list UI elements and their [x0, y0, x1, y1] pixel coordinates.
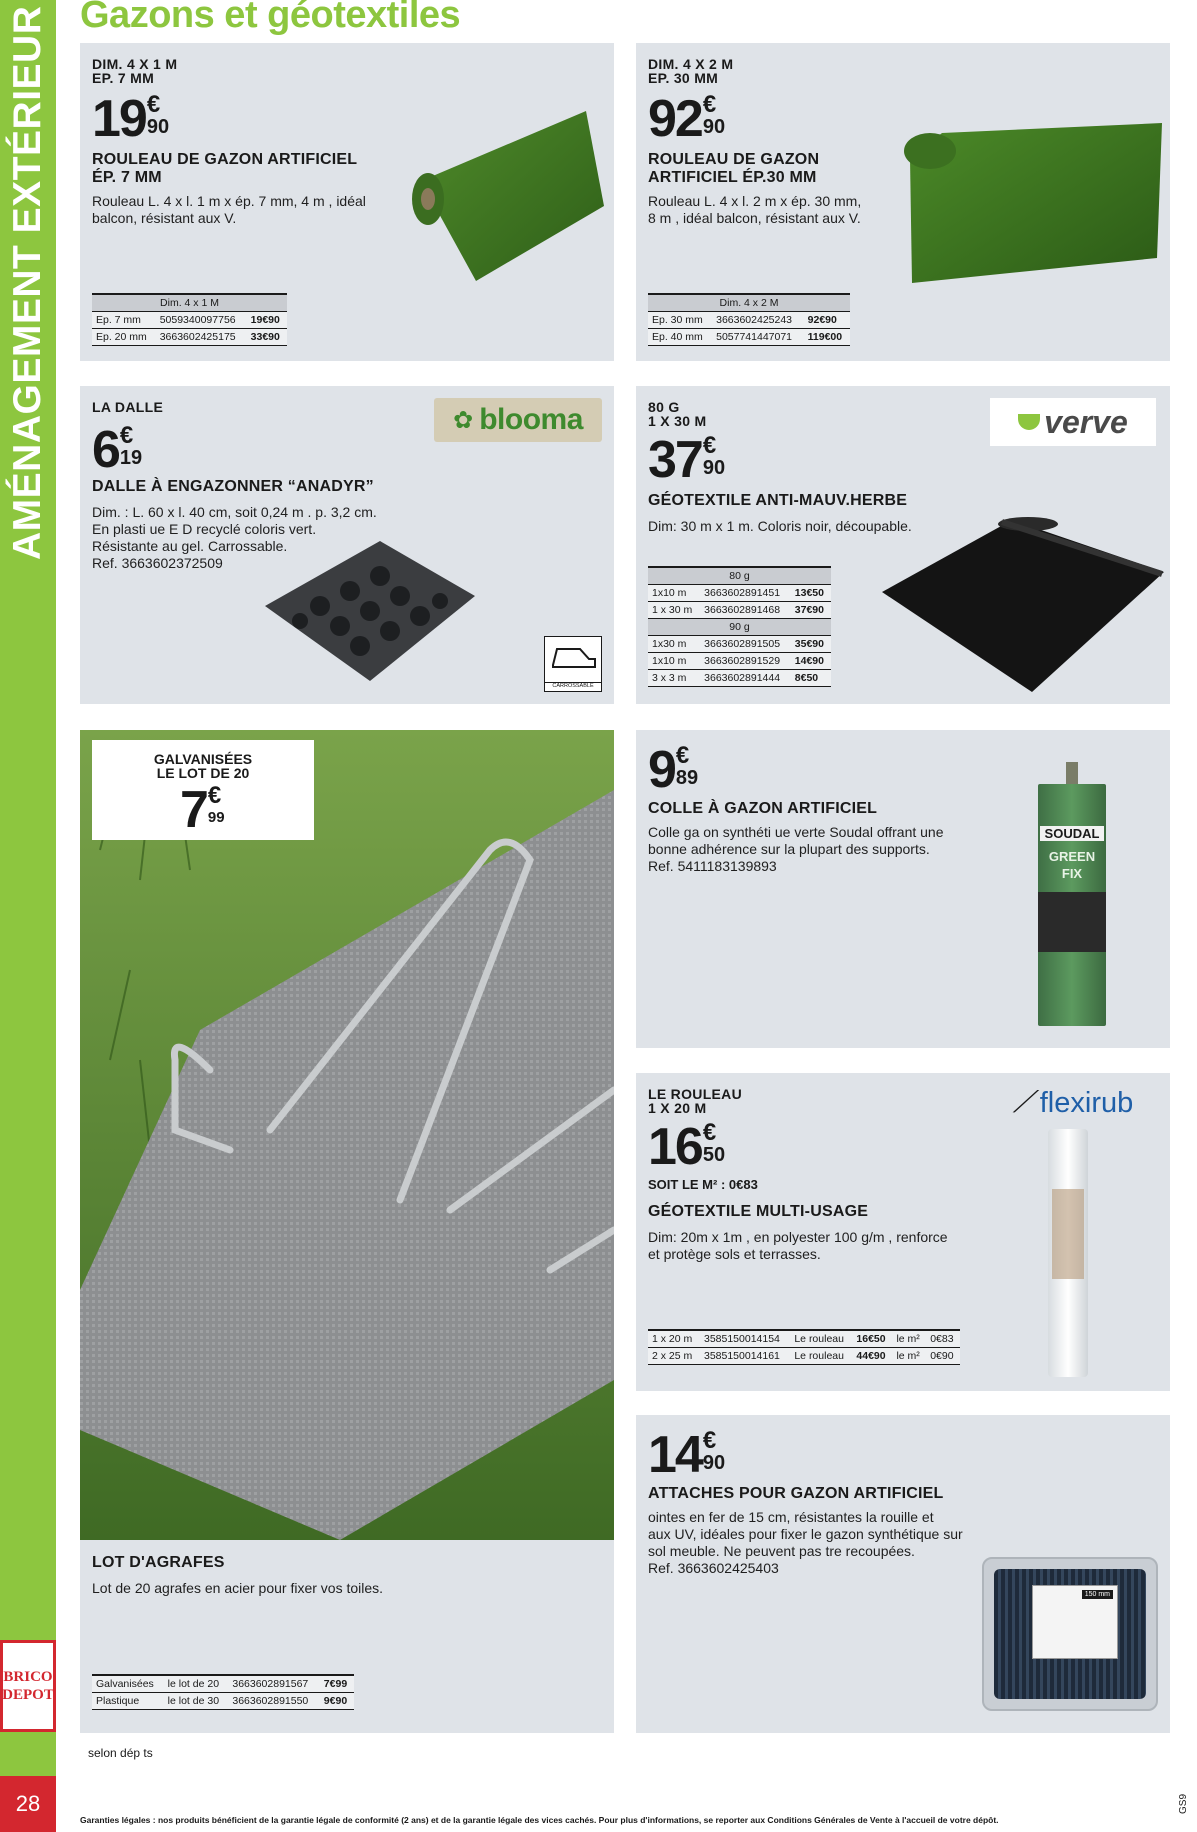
- leaf-icon: [1018, 414, 1040, 430]
- staples-pack-image: 150 mm: [982, 1557, 1158, 1711]
- card-turf-7mm: [80, 43, 614, 361]
- card-geotextile-anti: [636, 386, 1170, 704]
- product-description: ointes en fer de 15 cm, résistantes la rouille et aux UV, idéales pour fixer le gazon synthétique sur sol meuble. Ne peuvent pas tre recoupées. Ref. 3663602425403: [648, 1509, 963, 1576]
- product-description: Rouleau L. 4 x l. 2 m x ép. 30 mm, 8 m , idéal balcon, résistant aux V.: [648, 193, 862, 226]
- table-row: 3 x 3 m 3663602891444 8€50: [648, 670, 831, 687]
- product-description: Dim: 20m x 1m , en polyester 100 g/m , renforce et protège sols et terrasses.: [648, 1229, 948, 1262]
- product-description: Dim. : L. 60 x l. 40 cm, soit 0,24 m . p. 3,2 cm. En plasti ue E D recyclé coloris vert. Résistante au gel. Carrossable. Ref. 3663602372509: [92, 504, 377, 571]
- availability-note: selon dép ts: [88, 1746, 153, 1760]
- product-title: ROULEAU DE GAZON ARTIFICIEL ÉP. 7 MM: [92, 151, 358, 186]
- verve-logo: verve: [990, 398, 1156, 446]
- brand-line1: BRICO: [3, 1669, 53, 1685]
- page-code: GS9: [1178, 1793, 1189, 1814]
- brand-logo: [0, 1640, 56, 1732]
- badge-label: GALVANISÉES: [153, 751, 253, 767]
- card-dalle: [80, 386, 614, 704]
- product-title: DALLE À ENGAZONNER “ANADYR”: [92, 478, 374, 495]
- product-title: GÉOTEXTILE MULTI-USAGE: [648, 1203, 869, 1220]
- spec-table: [648, 1329, 960, 1365]
- legal-notice: Garanties légales : nos produits bénéficient de la garantie légale de conformité (2 ans) et de la garantie légale des vices cachés. Pour plus d'informations, se reporter aux Conditions Générales de Vente à l'accueil de votre dépôt.: [80, 1815, 999, 1825]
- table-row: 1x10 m 3663602891529 14€90: [648, 653, 831, 670]
- price: 16 € 50: [648, 1118, 726, 1176]
- promo-price-badge: [92, 740, 314, 840]
- card-agrafes: [80, 730, 614, 1733]
- table-row: Galvanisées le lot de 20 3663602891567 7€99: [92, 1675, 354, 1693]
- price: 14 € 90: [648, 1426, 726, 1484]
- carrossable-badge: CARROSSABLE: [544, 636, 602, 692]
- table-row: Ep. 40 mm 5057741447071 119€00: [648, 329, 850, 346]
- spec-table: [92, 1674, 354, 1710]
- table-row: Ep. 7 mm 5059340097756 19€90: [92, 312, 287, 329]
- glue-tube-image: [1038, 762, 1106, 1026]
- flexirub-logo: ⟋ flexirub: [1012, 1086, 1134, 1119]
- spec-table: Dim. 4 x 1 M Ep. 7 mm 5059340097756 19€90 Ep. 20 mm 3663602425175 33€90: [92, 293, 287, 346]
- turf-roll-image: [902, 113, 1167, 288]
- geotextile-roll-image: [882, 512, 1164, 692]
- card-attaches: [636, 1415, 1170, 1733]
- tube-label: GREEN FIX: [1048, 849, 1096, 881]
- table-row: 1x10 m 3663602891451 13€50: [648, 585, 831, 602]
- card-colle: [636, 730, 1170, 1048]
- table-row: Plastique le lot de 30 3663602891550 9€90: [92, 1693, 354, 1710]
- page-number: 28: [0, 1776, 56, 1832]
- price: 19 € 90: [92, 90, 170, 148]
- spec-table: Dim. 4 x 2 M Ep. 30 mm 3663602425243 92€90 Ep. 40 mm 5057741447071 119€00: [648, 293, 850, 346]
- tube-brand: SOUDAL: [1040, 826, 1104, 841]
- turf-roll-image: [406, 111, 606, 281]
- product-description: Colle ga on synthéti ue verte Soudal offrant une bonne adhérence sur la plupart des supports. Ref. 5411183139893: [648, 824, 944, 874]
- section-title: AMÉNAGEMENT EXTÉRIEUR: [6, 5, 49, 560]
- card-turf-30mm: [636, 43, 1170, 361]
- brand-line2: DEPOT: [2, 1687, 54, 1703]
- product-title: ROULEAU DE GAZON ARTIFICIEL ÉP.30 MM: [648, 151, 820, 186]
- product-title: LOT D'AGRAFES: [92, 1554, 225, 1571]
- car-icon: [545, 637, 600, 677]
- product-description: Lot de 20 agrafes en acier pour fixer vos toiles.: [92, 1580, 384, 1596]
- staples-photo: [80, 730, 614, 1540]
- eyebrow: DIM. 4 X 2 M EP. 30 MM: [648, 56, 734, 86]
- price: 9 € 89: [648, 741, 699, 799]
- product-description: Dim: 30 m x 1 m. Coloris noir, découpable.: [648, 518, 912, 534]
- section-sidebar: [0, 0, 56, 1832]
- product-title: COLLE À GAZON ARTIFICIEL: [648, 800, 878, 817]
- blooma-logo: ✿ blooma: [434, 398, 602, 442]
- table-row: Ep. 30 mm 3663602425243 92€90: [648, 312, 850, 329]
- table-row: 1 x 20 m 3585150014154 Le rouleau 16€50 le m² 0€83: [648, 1330, 960, 1348]
- table-row: 1x30 m 3663602891505 35€90: [648, 636, 831, 653]
- price: 7 € 99: [180, 781, 225, 839]
- badge-sublabel: LE LOT DE 20: [156, 765, 250, 781]
- page-title: Gazons et géotextiles: [80, 0, 461, 36]
- price: 37 € 90: [648, 431, 726, 489]
- card-geotextile-multi: [636, 1073, 1170, 1391]
- spec-table: 80 g 1x10 m 3663602891451 13€50 1 x 30 m 3663602891468 37€90 90 g 1x30 m 3663602891505 35€90 1x10 m 3663602891529 14€90 3 x 3 m 3663602891444 8€50: [648, 566, 831, 687]
- table-row: 1 x 30 m 3663602891468 37€90: [648, 602, 831, 619]
- product-title: GÉOTEXTILE ANTI-MAUV.HERBE: [648, 492, 908, 509]
- table-row: Ep. 20 mm 3663602425175 33€90: [92, 329, 287, 346]
- eyebrow: 80 G 1 X 30 M: [648, 399, 707, 429]
- eyebrow: LE ROULEAU 1 X 20 M: [648, 1086, 742, 1116]
- product-title: ATTACHES POUR GAZON ARTIFICIEL: [648, 1485, 944, 1502]
- grass-paver-image: [260, 536, 480, 686]
- price: 92 € 90: [648, 90, 726, 148]
- product-description: Rouleau L. 4 x l. 1 m x ép. 7 mm, 4 m , idéal balcon, résistant aux V.: [92, 193, 366, 226]
- unit-price: SOIT LE M² : 0€83: [648, 1177, 758, 1192]
- price: 6 € 19: [92, 421, 143, 479]
- table-row: 2 x 25 m 3585150014161 Le rouleau 44€90 le m² 0€90: [648, 1348, 960, 1365]
- eyebrow: DIM. 4 X 1 M EP. 7 MM: [92, 56, 178, 86]
- eyebrow: LA DALLE: [92, 399, 164, 415]
- fabric-roll-image: [1048, 1129, 1088, 1377]
